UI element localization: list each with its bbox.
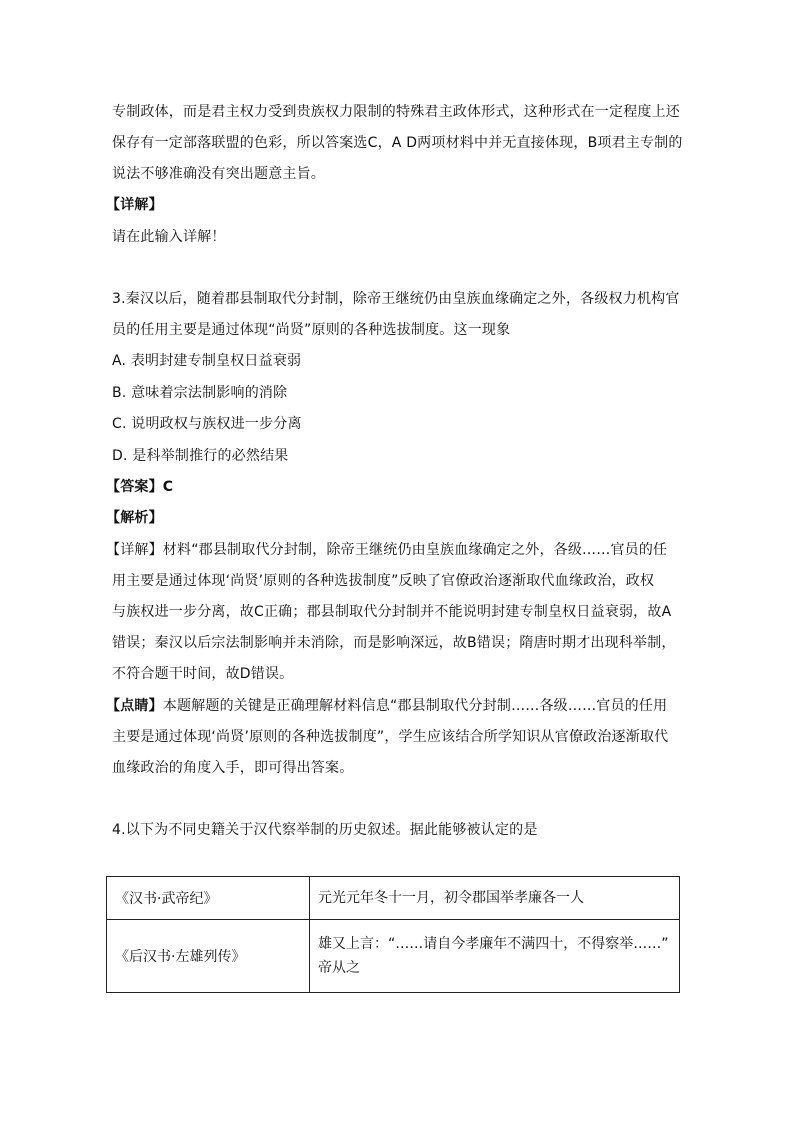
q3-detail-line-1: 【详解】材料“郡县制取代分封制，除帝王继统仍由皇族血缘确定之外，各级……官员的任 [106,542,668,558]
q3-stem-line-2: 员的任用主要是通过体现“尚贤”原则的各种选拔制度。这一现象 [112,322,511,338]
book-title: 《汉书·武帝纪》 [115,891,218,907]
q3-tip-line-2: 主要是通过体现‘尚贤’原则的各种选拔制度”，学生应该结合所学知识从官僚政治逐渐取代 [112,729,669,745]
q3-detail-line-3: 与族权进一步分离，故C正确；郡县制取代分封制并不能说明封建专制皇权日益衰弱，故A [112,604,672,620]
q3-stem-line-1: 3.秦汉以后，随着郡县制取代分封制，除帝王继统仍由皇族血缘确定之外，各级权力机构官 [112,291,680,307]
intro-line-2: 保存有一定部落联盟的色彩，所以答案选C，A D两项材料中并无直接体现，B项君主专制的 [112,135,683,151]
table-cell-text [310,877,680,920]
q3-tip-text-1: 本题解题的关键是正确理解材料信息“郡县制取代分封制……各级……官员的任用 [162,698,668,714]
q4-stem: 4.以下为不同史籍关于汉代察举制的历史叙述。据此能够被认定的是 [112,822,538,838]
q3-analysis-heading: 【解析】 [106,510,163,526]
q3-detail-line-2: 用主要是通过体现‘尚贤’原则的各种选拔制度”反映了官僚政治逐渐取代血缘政治，政权 [112,573,655,589]
table-row [107,920,680,993]
detail-placeholder: 请在此输入详解！ [112,229,226,245]
book-title: 《后汉书·左雄列传》 [115,949,246,965]
table-row [107,877,680,920]
q3-option-c: C. 说明政权与族权进一步分离 [112,416,302,432]
q3-tip-line-3: 血缘政治的角度入手，即可得出答案。 [112,760,354,776]
q3-tip-line-1 [106,696,667,716]
q3-option-a: A. 表明封建专制皇权日益衰弱 [112,353,302,369]
intro-line-3: 说法不够准确没有突出题意主旨。 [112,166,325,182]
q3-option-b: B. 意味着宗法制影响的消除 [112,385,288,401]
q3-option-d: D. 是科举制推行的必然结果 [112,448,289,464]
q3-answer-text: 【答案】C [106,479,174,495]
detail-heading: 【详解】 [106,197,163,213]
q3-detail-line-5: 不符合题干时间，故D错误。 [112,666,294,682]
q3-tip-label: 【点睛】 [106,698,163,714]
q3-detail-line-4: 错误；秦汉以后宗法制影响并未消除，而是影响深远，故B错误；隋唐时期才出现科举制， [112,635,676,651]
history-table [106,876,680,993]
q3-answer [106,477,173,497]
record-text-line: 元光元年冬十一月，初令郡国举孝廉各一人 [318,890,584,906]
table-cell-text [310,920,680,993]
intro-line-1: 专制政体，而是君主权力受到贵族权力限制的特殊君主政体形式，这种形式在一定程度上还 [112,104,680,120]
record-text-line: 帝从之 [318,960,360,976]
record-text-line: 雄又上言：“……请自今孝廉年不满四十，不得察举……” [318,936,669,952]
table-cell-book [107,920,310,993]
table-cell-book [107,877,310,920]
